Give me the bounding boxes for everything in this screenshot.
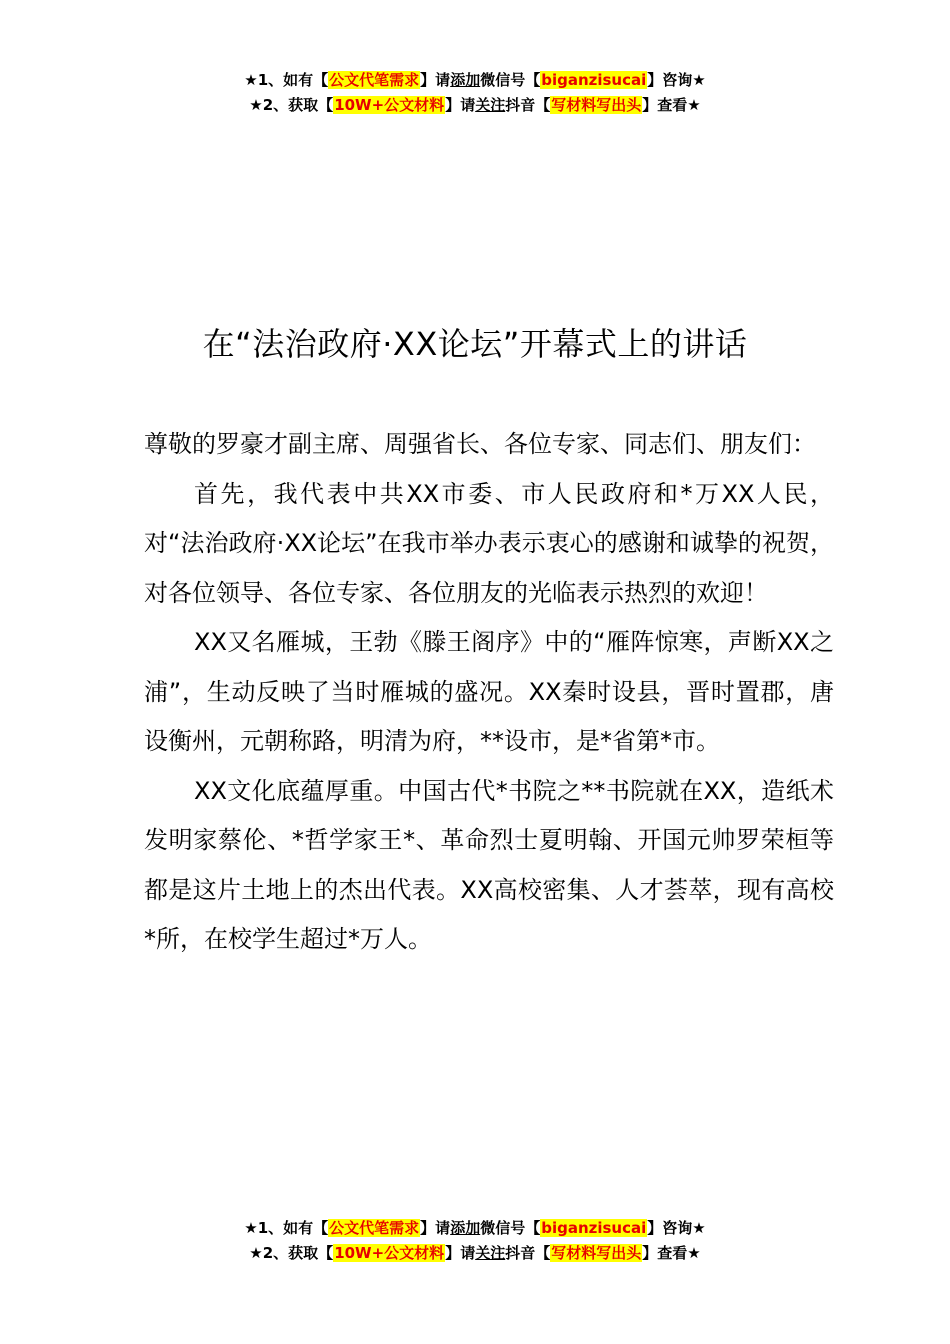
highlight-wechat-id: biganzisucai — [541, 71, 647, 89]
banner-text: 】查看★ — [642, 1244, 701, 1262]
paragraph-2: XX又名雁城，王勃《滕王阁序》中的“雁阵惊寒，声断XX之浦”，生动反映了当时雁城的盛况。XX秦时设县，晋时置郡，唐设衡州，元朝称路，明清为府，**设市，是*省第*市。 — [144, 628, 834, 755]
salutation: 尊敬的罗豪才副主席、周强省长、各位专家、同志们、朋友们： — [144, 430, 816, 458]
banner-text: ★2、获取【 — [249, 96, 334, 114]
banner-text: 微信号【 — [480, 71, 541, 89]
footer-banner — [0, 1216, 950, 1266]
paragraph-3: XX文化底蕴厚重。中国古代*书院之**书院就在XX，造纸术发明家蔡伦、*哲学家王*、革命烈士夏明翰、开国元帅罗荣桓等都是这片土地上的杰出代表。XX高校密集、人才荟萃，现有高校*所，在校学生超过*万人。 — [144, 776, 834, 953]
highlight-materials: 10W+公文材料 — [334, 96, 445, 114]
highlight-douyin-account: 写材料写出头 — [551, 96, 642, 114]
banner-text: 】请 — [445, 1244, 476, 1262]
banner-text: 】请 — [445, 96, 476, 114]
banner-text: 】查看★ — [642, 96, 701, 114]
highlight-douyin-account: 写材料写出头 — [551, 1244, 642, 1262]
banner-text: 】请 — [420, 1219, 451, 1237]
banner-line-2 — [0, 93, 950, 118]
banner-text: 】咨询★ — [647, 1219, 706, 1237]
banner-text: ★2、获取【 — [249, 1244, 334, 1262]
document-body — [144, 420, 834, 965]
banner-underlined-text: 关注 — [475, 96, 506, 114]
banner-underlined-text: 关注 — [475, 1244, 506, 1262]
paragraph-1: 首先，我代表中共XX市委、市人民政府和*万XX人民，对“法治政府·XX论坛”在我市举办表示衷心的感谢和诚挚的祝贺，对各位领导、各位专家、各位朋友的光临表示热烈的欢迎！ — [144, 479, 834, 607]
banner-text: ★1、如有【 — [244, 1219, 329, 1237]
banner-text: 】请 — [420, 71, 451, 89]
banner-line-2 — [0, 1241, 950, 1266]
document-title: 在“法治政府·XX论坛”开幕式上的讲话 — [202, 325, 748, 363]
banner-text: 抖音【 — [505, 96, 551, 114]
banner-line-1 — [0, 68, 950, 93]
banner-text: 抖音【 — [505, 1244, 551, 1262]
banner-line-1 — [0, 1216, 950, 1241]
banner-text: 微信号【 — [480, 1219, 541, 1237]
highlight-service: 公文代笔需求 — [329, 1219, 420, 1237]
banner-underlined-text: 添加 — [450, 1219, 481, 1237]
header-banner — [0, 68, 950, 118]
highlight-materials: 10W+公文材料 — [334, 1244, 445, 1262]
banner-underlined-text: 添加 — [450, 71, 481, 89]
banner-text: ★1、如有【 — [244, 71, 329, 89]
banner-text: 】咨询★ — [647, 71, 706, 89]
highlight-service: 公文代笔需求 — [329, 71, 420, 89]
highlight-wechat-id: biganzisucai — [541, 1219, 647, 1237]
